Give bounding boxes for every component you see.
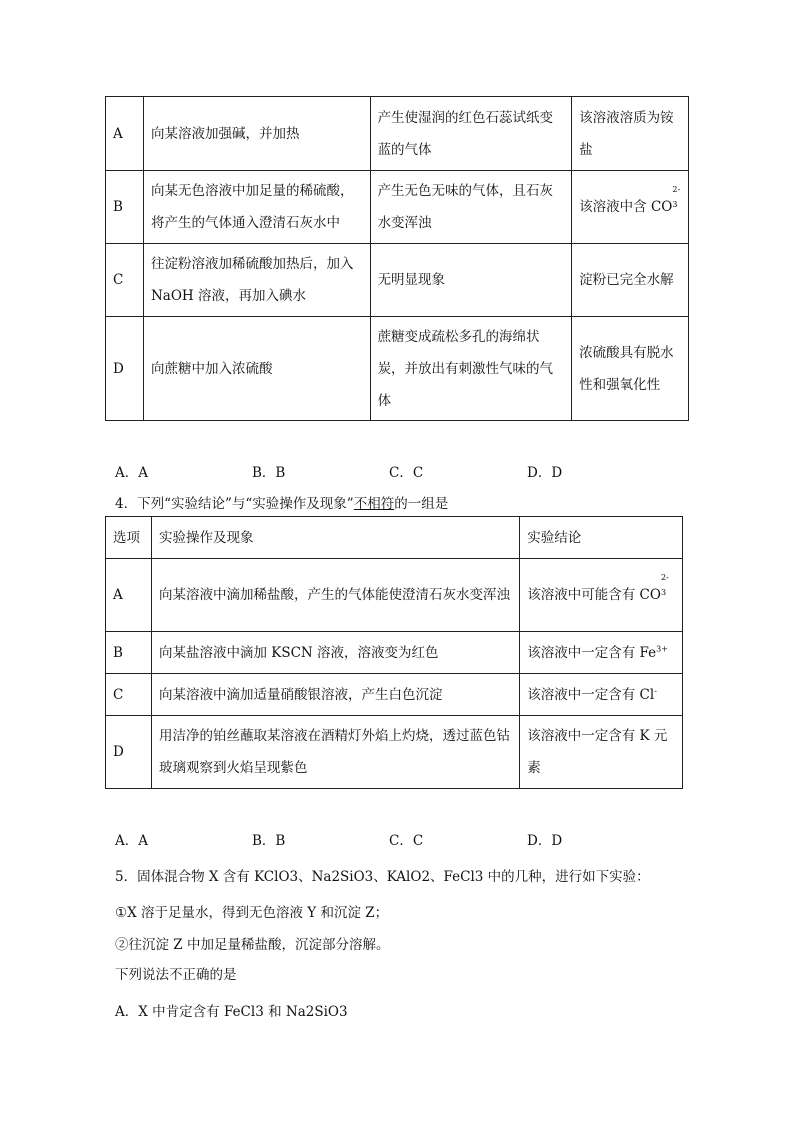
row-label: A xyxy=(106,559,152,632)
question-text: 4．下列“实验结论”与“实验操作及现象” xyxy=(115,496,354,512)
row-label: D xyxy=(106,317,144,421)
option-a: A．A xyxy=(115,833,148,849)
operation-cell: 向某溶液中滴加稀盐酸，产生的气体能使澄清石灰水变浑浊 xyxy=(151,559,519,632)
table-row xyxy=(106,171,689,244)
row-label: C xyxy=(106,674,152,716)
underlined-keyword: 不相符 xyxy=(353,496,395,512)
column-header: 实验结论 xyxy=(520,517,683,559)
column-header: 选项 xyxy=(106,517,152,559)
conclusion-text: 该溶液中一定含有 Cl xyxy=(527,686,655,703)
table-row xyxy=(106,716,683,789)
option-c: C．C xyxy=(389,465,424,481)
table-row xyxy=(106,632,683,674)
row-label: C xyxy=(106,244,144,317)
ion-sup: 2- xyxy=(660,573,669,582)
table-row xyxy=(106,97,689,171)
question-text: 的一组是 xyxy=(394,496,449,512)
column-header: 实验操作及现象 xyxy=(151,517,519,559)
row-label: B xyxy=(106,171,144,244)
phenomenon-cell: 无明显现象 xyxy=(370,244,572,317)
operation-cell: 向某无色溶液中加足量的稀硫酸，将产生的气体通入澄清石灰水中 xyxy=(143,171,370,244)
phenomenon-cell: 产生无色无味的气体，且石灰水变浑浊 xyxy=(370,171,572,244)
conclusion-cell xyxy=(572,171,689,244)
conclusion-text: 该溶液中一定含有 Fe xyxy=(527,644,657,661)
question-5-prompt: 下列说法不正确的是 xyxy=(115,967,237,983)
option-b: B．B xyxy=(252,833,286,849)
ion-sup: 2- xyxy=(672,185,681,194)
phenomenon-cell: 蔗糖变成疏松多孔的海绵状炭，并放出有刺激性气味的气体 xyxy=(370,317,572,421)
table-row xyxy=(106,674,683,716)
option-c: C．C xyxy=(389,833,424,849)
phenomenon-cell: 产生使湿润的红色石蕊试纸变蓝的气体 xyxy=(370,97,572,171)
ion-sub: 3 xyxy=(660,588,667,597)
question-4-stem xyxy=(115,492,448,512)
conclusion-text: 该溶液中含 CO xyxy=(579,199,673,215)
operation-cell: 向蔗糖中加入浓硫酸 xyxy=(143,317,370,421)
operation-cell: 用洁净的铂丝蘸取某溶液在酒精灯外焰上灼烧，透过蓝色钴玻璃观察到火焰呈现紫色 xyxy=(151,716,519,789)
conclusion-cell: 该溶液中一定含有 K 元素 xyxy=(520,716,683,789)
row-label: A xyxy=(106,97,144,171)
conclusion-cell xyxy=(520,674,683,716)
ion-sup: 3+ xyxy=(656,644,668,653)
row-label: D xyxy=(106,716,152,789)
operation-cell: 向某溶液中滴加适量硝酸银溶液，产生白色沉淀 xyxy=(151,674,519,716)
operation-cell: 向某溶液加强碱，并加热 xyxy=(143,97,370,171)
experiment-table-2 xyxy=(105,516,683,789)
question-5-option-a: A．X 中肯定含有 FeCl3 和 Na2SiO3 xyxy=(115,1004,348,1020)
option-d: D．D xyxy=(527,833,563,849)
operation-cell xyxy=(143,244,370,317)
operation-line: NaOH 溶液，再加入碘水 xyxy=(150,288,306,304)
conclusion-cell xyxy=(520,559,683,632)
option-d: D．D xyxy=(527,465,563,481)
conclusion-cell: 浓硫酸具有脱水性和强氧化性 xyxy=(572,317,689,421)
conclusion-text: 该溶液中可能含有 CO xyxy=(527,587,661,603)
operation-line: 往淀粉溶液加稀硫酸加热后，加入 xyxy=(150,256,354,272)
table-row xyxy=(106,559,683,632)
conclusion-cell: 该溶液溶质为铵盐 xyxy=(572,97,689,171)
option-b: B．B xyxy=(252,465,286,481)
option-a: A．A xyxy=(115,465,148,481)
question-5-step-1: ①X 溶于足量水，得到无色溶液 Y 和沉淀 Z； xyxy=(115,905,389,921)
conclusion-cell: 淀粉已完全水解 xyxy=(572,244,689,317)
ion-sup: - xyxy=(654,686,657,695)
experiment-table-1 xyxy=(105,96,689,421)
table-row xyxy=(106,244,689,317)
table-row xyxy=(106,317,689,421)
ion-sub: 3 xyxy=(672,200,678,209)
question-5-step-2: ②往沉淀 Z 中加足量稀盐酸，沉淀部分溶解。 xyxy=(115,937,390,953)
conclusion-cell xyxy=(520,632,683,674)
question-5-stem: 5．固体混合物 X 含有 KClO3、Na2SiO3、KAlO2、FeCl3 中的几种，进行如下实验： xyxy=(115,869,650,885)
table-header-row xyxy=(106,517,683,559)
operation-cell: 向某盐溶液中滴加 KSCN 溶液，溶液变为红色 xyxy=(151,632,519,674)
row-label: B xyxy=(106,632,152,674)
